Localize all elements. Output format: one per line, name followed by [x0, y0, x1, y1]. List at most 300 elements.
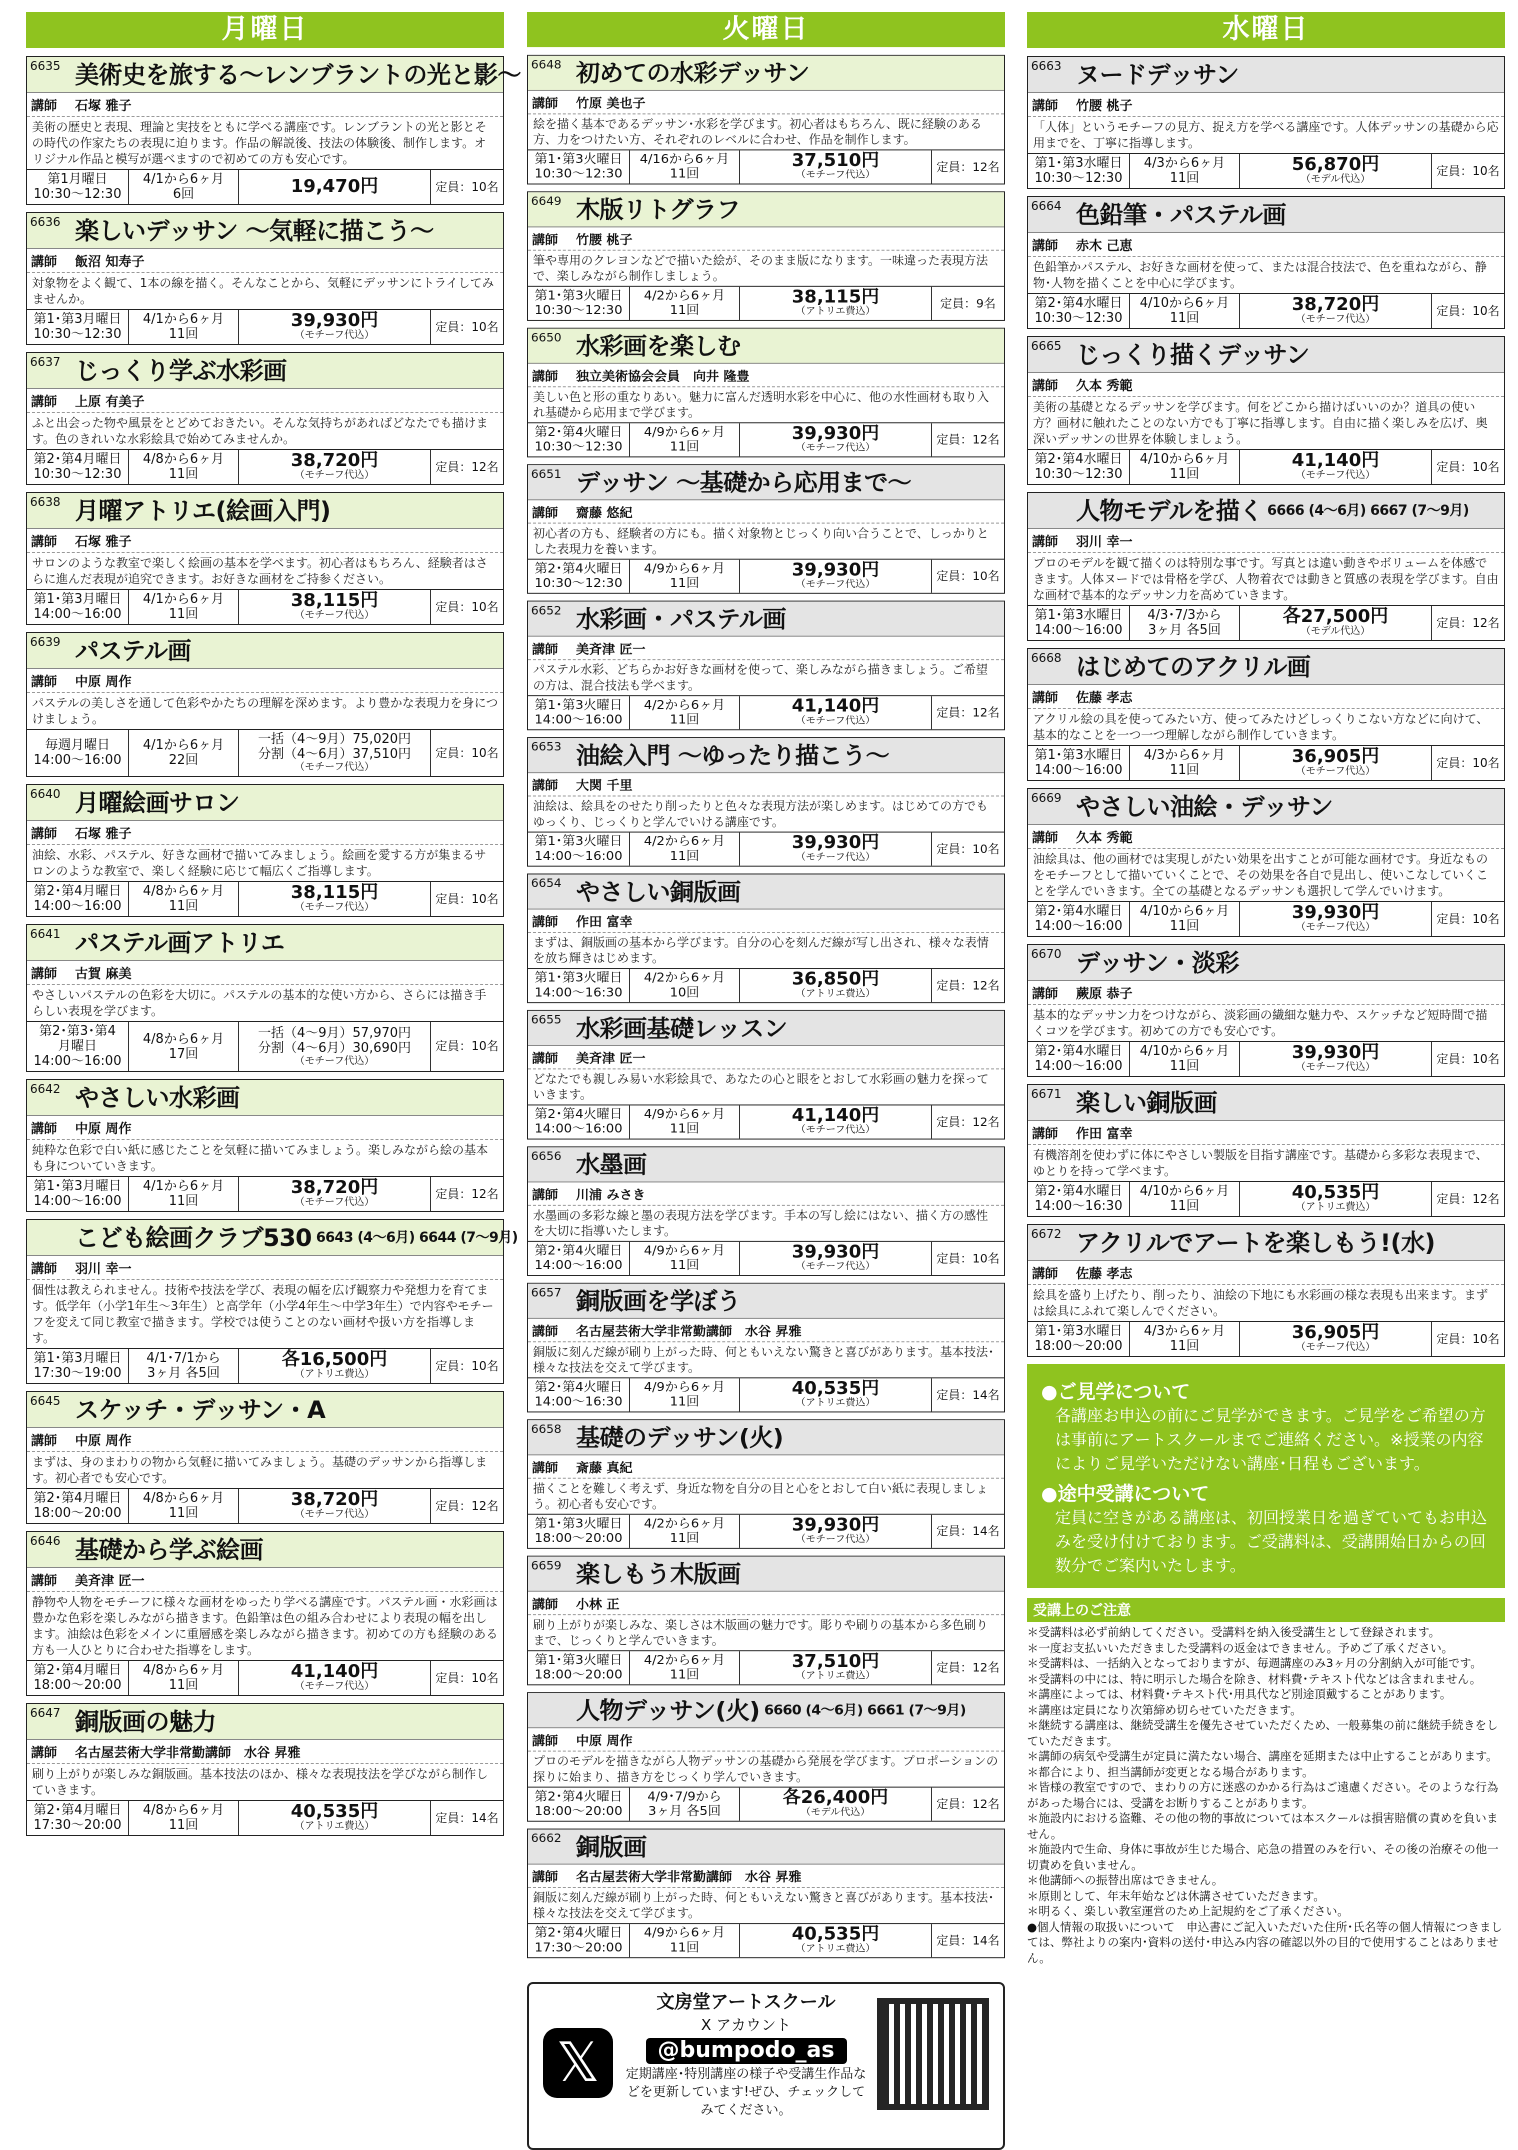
course-info-row [1028, 293, 1504, 328]
schedule-line: 14:00～16:00 [1034, 1059, 1123, 1074]
course-info-row [528, 149, 1004, 183]
period-line: 4/8から6ヶ月 [142, 1663, 225, 1678]
instructor-label: 講師 [532, 1461, 559, 1476]
course-code: 6669 [1031, 791, 1062, 805]
period [1130, 154, 1240, 188]
capacity: 定員：10名 [435, 319, 499, 334]
course-title: こども絵画クラブ530 $^{6643 (4\sim 6月) 6644 (7\sim 9月)}$ [75, 1224, 518, 1252]
instructor-label: 講師 [31, 675, 58, 690]
course-description: プロのモデルを観て描くのは特別な事です。写真とは違い動きやボリュームを体感できます。人体ヌードでは骨格を学び、人物着衣では動きと質感の表現を学びます。自由な画材で基本的なデッサン力を高めていきます。 [1033, 556, 1499, 602]
fee [239, 450, 431, 484]
caution-item: ＊施設内における盗難、その他の物的事故については本スクールは損害賠償の責めを負いません。 [1027, 1811, 1499, 1841]
caution-item: ＊都合により、担当講師が変更となる場合があります。 [1027, 1764, 1314, 1779]
capacity: 定員：12名 [435, 1498, 499, 1513]
instructor-label: 講師 [1032, 987, 1059, 1002]
course-card[interactable] [527, 1829, 1005, 1959]
course-info-row [27, 1176, 503, 1211]
course-card[interactable] [26, 632, 504, 777]
period [1130, 902, 1240, 936]
instructor [1028, 1261, 1504, 1285]
period [129, 1661, 239, 1695]
fee-amount: 40,535円 [791, 1378, 880, 1399]
course-title-bar [1028, 493, 1504, 529]
capacity: 定員：10名 [1436, 303, 1500, 318]
course-description: 銅版に刻んだ線が刷り上がった時、何ともいえない驚きと喜びがあります。基本技法･様々な技法を交えて学びます。 [533, 1345, 995, 1375]
fee-amount: 39,930円 [791, 1241, 880, 1263]
course-card[interactable] [1027, 648, 1505, 781]
fee-note: （アトリエ費込） [1295, 1202, 1376, 1213]
caution-section [1027, 1598, 1505, 1969]
period [129, 1801, 239, 1835]
period-line: 4/10から6ヶ月 [1139, 1044, 1230, 1059]
period [129, 310, 239, 344]
schedule-line: 第2･第4火曜日 [534, 1243, 623, 1259]
course-card[interactable] [1027, 196, 1505, 329]
schedule [27, 1661, 129, 1695]
period [630, 1242, 740, 1275]
course-title-bar [528, 1557, 1004, 1592]
schedule-line: 14:00～16:00 [534, 849, 623, 864]
instructor-label: 講師 [532, 1188, 559, 1203]
fee-note: （モチーフ代込） [294, 902, 375, 913]
course-card[interactable] [26, 1219, 518, 1384]
period-line: 3ヶ月 各5回 [1148, 623, 1221, 638]
course-title-bar [528, 56, 1004, 91]
schedule-line: 第1･第3水曜日 [1034, 608, 1123, 623]
period-line: 4/3･7/3から [1147, 608, 1222, 623]
course-title: 基礎のデッサン(火) [576, 1424, 784, 1452]
course-title-bar [27, 493, 503, 529]
fee [740, 287, 932, 320]
instructor-name: 佐藤 孝志 [1076, 691, 1133, 706]
course-title-bar [27, 1392, 503, 1428]
course-title-bar [27, 1704, 503, 1740]
instructor-name: 大関 千里 [576, 778, 633, 794]
period-line: 11回 [1169, 1059, 1200, 1074]
course-title: 楽しい銅版画 [1076, 1089, 1217, 1117]
course-description: 刷り上がりが楽しみな、楽しさは木版画の魅力です。彫りや刷りの基本から多色刷りまで、じっくりと学んでいきます。 [533, 1618, 989, 1648]
fee [239, 1489, 431, 1523]
course-title: 色鉛筆・パステル画 [1076, 201, 1286, 229]
schedule-line: 月曜日 [57, 1039, 97, 1054]
course-title-bar [1028, 337, 1504, 373]
course-title: 初めての水彩デッサン [576, 59, 810, 88]
period [630, 1651, 740, 1684]
course-info-row [528, 286, 1004, 320]
period-line: 4/2から6ヶ月 [643, 698, 726, 713]
fee [740, 696, 932, 729]
course-description: 水墨画の多彩な線と墨の表現方法を学びます。手本の写し絵にはない、描く方の感性を大切に指導いたします。 [533, 1208, 989, 1238]
course-card[interactable] [527, 737, 1005, 867]
course-card[interactable] [527, 1692, 1005, 1822]
instructor [27, 249, 503, 273]
fee-note: （アトリエ費込） [795, 1397, 876, 1409]
schedule [27, 1349, 129, 1383]
schedule-line: 第2･第4月曜日 [33, 1663, 122, 1678]
qr-code-icon[interactable] [877, 1998, 989, 2110]
instructor-name: 羽川 幸一 [1076, 535, 1133, 550]
fee-amount: 38,115円 [791, 286, 880, 308]
fee [1240, 450, 1432, 484]
wednesday-column [1027, 12, 1505, 1969]
schedule-line: 17:30～20:00 [534, 1940, 623, 1956]
caution-item: ＊講座は定員になり次第締め切らせていただきます。 [1027, 1702, 1302, 1717]
course-card[interactable] [26, 1703, 504, 1836]
instructor-name: 名古屋芸術大学非常勤講師 水谷 昇雅 [75, 1746, 301, 1761]
course-card[interactable] [26, 784, 504, 917]
schedule [528, 1105, 630, 1138]
course-title: 月曜絵画サロン [75, 789, 240, 817]
course-info-row [27, 881, 503, 916]
capacity: 定員：10名 [1436, 755, 1500, 770]
fee-note: （モチーフ代込） [294, 1055, 375, 1067]
fee-note: （モチーフ代込） [795, 1124, 876, 1136]
schedule-line: 第2･第4水曜日 [1034, 1044, 1123, 1059]
caution-title: 受講上のご注意 [1027, 1598, 1505, 1622]
schedule-line: 10:30～12:30 [1034, 467, 1123, 482]
course-description: 「人体」というモチーフの見方、捉え方を学べる講座です。人体デッサンの基礎から応用までを、丁寧に指導します。 [1033, 120, 1499, 150]
period-line: 3ヶ月 各5回 [648, 1804, 721, 1819]
capacity: 定員：10名 [936, 841, 1000, 856]
capacity: 定員：10名 [1436, 1051, 1500, 1066]
course-title: 楽しもう木版画 [576, 1560, 741, 1588]
course-card[interactable] [527, 1556, 1005, 1686]
course-info-row [27, 729, 503, 776]
fee-amount: 41,140円 [791, 1105, 880, 1126]
capacity: 定員：12名 [936, 432, 1000, 447]
course-description: プロのモデルを描きながら人物デッサンの基礎から発展を学びます。プロポーションの探りに始まり、描き方をじっくり学んでいきます。 [533, 1754, 999, 1784]
caution-item: ＊明るく、楽しい教室運営のため上記規約をご了承ください。 [1027, 1904, 1349, 1918]
fee [740, 1924, 932, 1957]
schedule-line: 第2･第4火曜日 [534, 1789, 623, 1805]
fee-amount: 36,905円 [1291, 746, 1380, 767]
instructor-name: 独立美術協会会員 向井 隆豊 [576, 369, 750, 385]
course-description: パステルの美しさを通して色彩やかたちの理解を深めます。より豊かな表現力を身につけましょう。 [32, 696, 498, 726]
course-card[interactable] [527, 328, 1005, 458]
period-line: 4/9から6ヶ月 [643, 1243, 726, 1259]
course-card[interactable] [527, 1283, 1005, 1413]
schedule [1028, 154, 1130, 188]
period [129, 590, 239, 624]
instructor [27, 389, 503, 413]
course-code: 6647 [30, 1706, 61, 1720]
period [630, 1924, 740, 1957]
instructor-label: 講師 [1032, 1127, 1059, 1142]
schedule-line: 第1･第3水曜日 [1034, 1324, 1123, 1339]
schedule-line: 18:00～20:00 [534, 1804, 623, 1819]
period [630, 833, 740, 866]
fee [1240, 606, 1432, 640]
course-card[interactable] [26, 1391, 504, 1524]
course-title-bar [528, 1011, 1004, 1046]
course-code: 6640 [30, 787, 61, 801]
schedule-line: 第1･第3火曜日 [534, 970, 623, 986]
period-line: 11回 [168, 899, 199, 914]
course-card[interactable] [527, 55, 1005, 185]
schedule-line: 10:30～12:30 [33, 187, 122, 202]
course-card[interactable] [527, 874, 1005, 1004]
course-info-row [27, 1021, 503, 1071]
caution-item: ＊他講師への振替出席はできません。 [1027, 1873, 1224, 1887]
fee-amount: 41,140円 [1291, 450, 1380, 471]
instructor [528, 1592, 1004, 1615]
course-title-bar [528, 1830, 1004, 1865]
course-code: 6646 [30, 1534, 61, 1548]
course-info-row [528, 1650, 1004, 1684]
schedule [528, 696, 630, 729]
fee [239, 590, 431, 624]
fee [740, 560, 932, 593]
instructor-name: 赤木 己恵 [1076, 239, 1133, 254]
instructor [1028, 1121, 1504, 1145]
instructor-name: 中原 周作 [75, 1122, 132, 1137]
period-line: 4/9から6ヶ月 [643, 1926, 726, 1941]
schedule-line: 第2･第4火曜日 [534, 561, 623, 577]
course-card[interactable] [527, 1010, 1005, 1140]
caution-item: ＊継続する講座は、継続受講生を優先させていただくため、一般募集の前に継続手続きをしていただきます。 [1027, 1718, 1499, 1748]
course-title-bar [528, 329, 1004, 364]
fee [740, 969, 932, 1002]
course-card[interactable] [527, 601, 1005, 731]
course-title: パステル画アトリエ [75, 929, 285, 957]
course-card[interactable] [26, 492, 504, 625]
course-card[interactable] [1027, 1084, 1505, 1217]
schedule [528, 1651, 630, 1684]
capacity: 定員：12名 [1436, 615, 1500, 630]
period [1130, 450, 1240, 484]
period-line: 11回 [1169, 763, 1200, 778]
capacity: 定員：12名 [936, 1796, 1000, 1811]
course-card[interactable] [26, 56, 521, 205]
period-line: 4/1から6ヶ月 [142, 172, 225, 187]
period-line: 4/2から6ヶ月 [643, 834, 726, 850]
period-line: 11回 [669, 576, 700, 591]
schedule-line: 14:00～16:00 [1034, 623, 1123, 638]
course-code: 6649 [531, 194, 562, 208]
x-logo-icon[interactable]: 𝕏 [543, 2028, 613, 2098]
fee-note: （アトリエ費込） [294, 1821, 375, 1832]
period-line: 11回 [1169, 171, 1200, 186]
course-title-bar [27, 785, 503, 821]
schedule [528, 969, 630, 1002]
course-title-bar [27, 1220, 518, 1256]
schedule-line: 第1･第3火曜日 [534, 1653, 623, 1668]
schedule-line: 第2･第3･第4 [39, 1024, 116, 1039]
course-code: 6642 [30, 1082, 61, 1096]
capacity: 定員：12名 [435, 459, 499, 474]
course-card[interactable] [26, 352, 504, 485]
schedule-line: 第1･第3火曜日 [534, 834, 623, 850]
day-header: 水曜日 [1027, 12, 1505, 48]
course-card[interactable] [26, 1079, 504, 1212]
course-info-row [27, 1348, 503, 1383]
fee-amount: 38,720円 [1291, 294, 1380, 315]
course-title-bar [528, 1147, 1004, 1182]
period-line: 11回 [669, 849, 700, 864]
course-info-row [528, 1787, 1004, 1821]
course-card[interactable] [1027, 492, 1505, 641]
course-card[interactable] [26, 924, 504, 1072]
capacity: 定員：10名 [936, 1251, 1000, 1265]
schedule [27, 310, 129, 344]
fee-line: 一括（4～9月）75,020円 [257, 732, 412, 747]
instructor-name: 美斉津 匠一 [576, 1051, 646, 1067]
instructor [27, 821, 503, 845]
caution-item: ＊講師の病気や受講生が定員に満たない場合、講座を延期または中止することがあります。 [1027, 1749, 1498, 1763]
schedule-line: 14:00～16:00 [33, 607, 122, 622]
fee-amount: 39,930円 [791, 559, 880, 581]
instructor [27, 1428, 503, 1452]
instructor-label: 講師 [31, 1574, 58, 1589]
instructor-label: 講師 [532, 96, 559, 112]
schedule-line: 17:30～19:00 [33, 1366, 122, 1381]
period-line: 11回 [669, 1258, 700, 1274]
period-line: 4/9から6ヶ月 [643, 1380, 726, 1395]
instructor-name: 石塚 雅子 [75, 827, 132, 842]
instructor [528, 1455, 1004, 1478]
period-line: 10回 [669, 985, 700, 1001]
schedule-line: 第1月曜日 [47, 172, 108, 187]
course-title: 水彩画を楽しむ [576, 332, 741, 360]
instructor-name: 佐藤 孝志 [1076, 1267, 1133, 1282]
course-description: 美術の歴史と表現、理論と実技をともに学べる講座です。レンブラントの光と影とその時代の作家たちの表現に迫ります。作品の解説後、技法の体験後、制作します。オリジナル作品と模写が選べますので初めての方も安心です。 [32, 120, 487, 166]
course-title: やさしい油絵・デッサン [1076, 793, 1333, 821]
instructor-name: 飯沼 知寿子 [75, 255, 145, 270]
course-code: 6671 [1031, 1087, 1062, 1101]
schedule [528, 287, 630, 320]
course-card[interactable] [1027, 1224, 1505, 1357]
course-info-row [528, 1923, 1004, 1957]
course-card[interactable] [1027, 56, 1505, 189]
promo-handle[interactable]: @bumpodo_as [646, 2038, 847, 2064]
course-card[interactable] [1027, 944, 1505, 1077]
instructor-name: 齋藤 悠紀 [576, 506, 633, 521]
schedule [528, 1242, 630, 1275]
course-title: 油絵入門 ～ゆったり描こう～ [576, 741, 890, 770]
schedule [27, 1489, 129, 1523]
instructor-label: 講師 [532, 1597, 559, 1613]
period-line: 11回 [669, 1940, 700, 1956]
fee-amount: 38,720円 [290, 1177, 379, 1198]
instructor [528, 1046, 1004, 1069]
instructor [27, 1740, 503, 1764]
period-line: 4/9から6ヶ月 [643, 1107, 726, 1123]
course-description: 色鉛筆かパステル、お好きな画材を使って、または混合技法で、色を重ねながら、静物･人物を描くことを中心に学びます。 [1033, 260, 1487, 290]
instructor [528, 1728, 1004, 1751]
period-line: 4/8から6ヶ月 [142, 1803, 225, 1818]
period-line: 22回 [168, 753, 199, 768]
fee-amount: 39,930円 [1291, 1042, 1380, 1063]
schedule [27, 170, 129, 204]
course-card[interactable] [527, 464, 1005, 594]
period-line: 4/16から6ヶ月 [639, 152, 730, 167]
period [129, 450, 239, 484]
course-description: 美しい色と形の重なりあい。魅力に富んだ透明水彩を中心に、他の水性画材も取り入れ基礎から応用まで学びます。 [533, 390, 990, 420]
period [630, 1515, 740, 1548]
instructor-label: 講師 [31, 1122, 58, 1137]
course-info-row [27, 449, 503, 484]
course-title: 銅版画の魅力 [75, 1708, 216, 1736]
course-description: 有機溶剤を使わずに体にやさしい製版を目指す講座です。基礎から多彩な表現まで、ゆとりを持って学べます。 [1033, 1148, 1488, 1178]
schedule-line: 第2･第4火曜日 [534, 1926, 623, 1941]
schedule-line: 第1･第3水曜日 [1034, 748, 1123, 763]
schedule [528, 1515, 630, 1548]
period [1130, 1042, 1240, 1076]
fee-amount: 38,115円 [290, 882, 379, 903]
course-title: やさしい銅版画 [576, 878, 741, 906]
course-card[interactable] [1027, 336, 1505, 485]
fee-amount: 38,720円 [290, 450, 379, 471]
course-card[interactable] [527, 1419, 1005, 1549]
course-code: 6641 [30, 927, 61, 941]
fee [740, 833, 932, 866]
instructor [1028, 529, 1504, 553]
capacity: 定員：10名 [435, 745, 499, 760]
course-title-bar [1028, 945, 1504, 981]
period-line: 11回 [168, 327, 199, 342]
instructor-label: 講師 [31, 1746, 58, 1761]
course-card[interactable] [1027, 788, 1505, 937]
course-info-row [1028, 153, 1504, 188]
course-card[interactable] [26, 212, 504, 345]
promo-wrap [527, 1980, 1005, 2150]
fee [1240, 294, 1432, 328]
period [630, 1105, 740, 1138]
instructor-label: 講師 [1032, 239, 1059, 254]
course-info-row [528, 832, 1004, 866]
instructor-label: 講師 [532, 915, 559, 931]
instructor-name: 斎藤 真紀 [576, 1461, 633, 1476]
fee-note: （モデル代込） [1300, 626, 1371, 637]
instructor-name: 羽川 幸一 [75, 1262, 132, 1277]
schedule-line: 14:00～16:00 [33, 1194, 122, 1209]
schedule-line: 第1･第3水曜日 [1034, 156, 1123, 171]
fee-amount: 56,870円 [1291, 154, 1380, 175]
fee [740, 1105, 932, 1138]
fee [1240, 746, 1432, 780]
fee [239, 882, 431, 916]
instructor [528, 1865, 1004, 1888]
schedule-line: 14:00～16:00 [1034, 919, 1123, 934]
period [630, 423, 740, 456]
course-card[interactable] [527, 191, 1005, 321]
fee-note: （モチーフ代込） [294, 470, 375, 481]
instructor [27, 1568, 503, 1592]
course-code: 6665 [1031, 339, 1062, 353]
schedule-line: 第2･第4火曜日 [534, 1380, 623, 1395]
course-card[interactable] [527, 1146, 1005, 1276]
capacity: 定員：9名 [940, 296, 996, 310]
schedule-line: 14:00～16:00 [33, 753, 122, 768]
course-title-bar [27, 1080, 503, 1116]
fee-amount: 39,930円 [791, 832, 880, 854]
course-title-bar [27, 213, 503, 249]
schedule-line: 第2･第4月曜日 [33, 1803, 122, 1818]
schedule-line: 第1･第3月曜日 [33, 312, 122, 327]
period-line: 4/8から6ヶ月 [142, 1031, 225, 1047]
schedule-line: 14:00～16:00 [534, 712, 623, 728]
course-card[interactable] [26, 1531, 504, 1696]
period-line: 11回 [1169, 1199, 1200, 1214]
period-line: 11回 [669, 1531, 700, 1546]
instructor-name: 中原 周作 [75, 675, 132, 690]
caution-item: ＊原則として、年末年始などは休講させていただきます。 [1027, 1888, 1325, 1903]
notice-text: 各講座お申込の前にご見学ができます。ご見学をご希望の方は事前にアートスクールまでご連絡ください。※授業の内容によりご見学いただけない講座･日程もございます。 [1055, 1406, 1486, 1473]
instructor-name: 石塚 雅子 [75, 99, 132, 114]
fee-amount: 39,930円 [1291, 902, 1380, 923]
schedule [1028, 1322, 1130, 1356]
instructor-name: 中原 周作 [576, 1734, 633, 1749]
